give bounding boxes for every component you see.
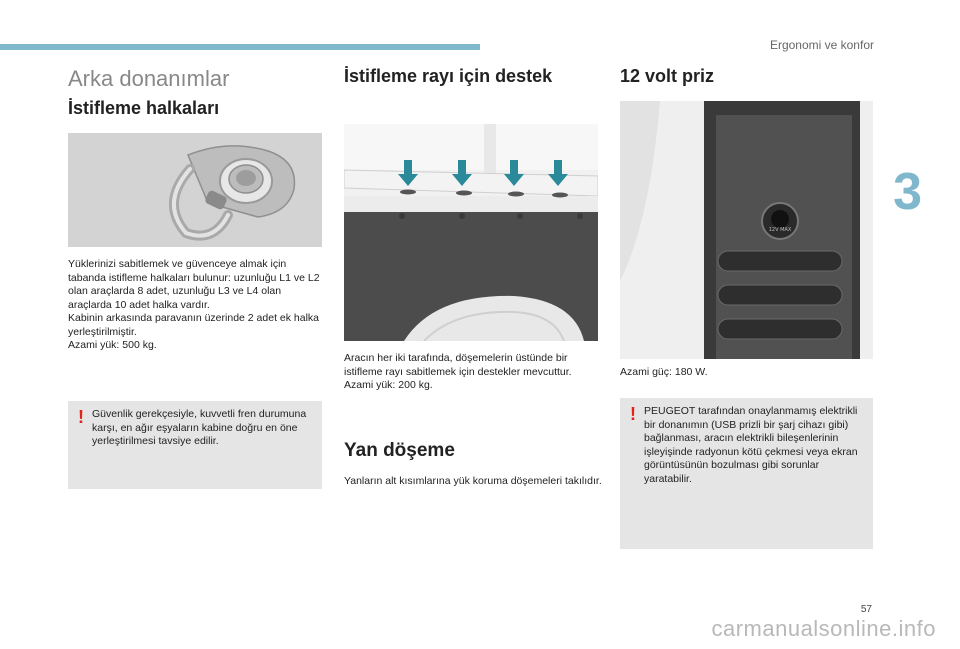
header-accent-bar xyxy=(0,44,480,50)
12v-socket-illustration xyxy=(620,101,873,359)
rail-support-text xyxy=(344,352,602,393)
heading-rail-support: İstifleme rayı için destek xyxy=(344,66,553,86)
watermark: carmanualsonline.info xyxy=(711,616,936,641)
warning-box xyxy=(68,401,322,489)
storage-ring-illustration xyxy=(68,133,322,247)
storage-ring-image xyxy=(68,133,322,247)
heading-storage-rings: İstifleme halkaları xyxy=(68,98,220,118)
socket-power-text: Azami güç: 180 W. xyxy=(620,366,708,378)
12v-socket-image xyxy=(620,101,873,359)
warning-text: PEUGEOT tarafından onaylanmamış elektrikli bir donanımın (USB prizli bir şarj cihazı gibi) bağlanması, aracın elektrikli bileşenlerinin işleyişinde radyonun kötü çekmesi veya ekran görüntüsünün bozulması gibi sorunlar yaratabilir. xyxy=(644,405,858,485)
heading-12v-socket: 12 volt priz xyxy=(620,66,715,86)
rail-support-image xyxy=(344,124,598,341)
warning-box xyxy=(620,398,873,549)
heading-side-panel: Yan döşeme xyxy=(344,440,455,461)
chapter-number: 3 xyxy=(893,163,922,221)
warning-icon: ! xyxy=(630,404,636,424)
paragraph: Aracın her iki tarafında, döşemelerin üstünde bir istifleme rayı sabitlemek için destekler mevcuttur. xyxy=(344,352,572,378)
section-title: Arka donanımlar xyxy=(68,66,230,91)
rail-support-illustration xyxy=(344,124,598,341)
paragraph: Yüklerinizi sabitlemek ve güvenceye almak için tabanda istifleme halkaları bulunur: uzunluğu L1 ve L2 olan araçlarda 8 adet, uzunluğu L3 ve L4 olan araçlarda 10 adet halka vardır. xyxy=(68,258,320,311)
page-number: 57 xyxy=(860,604,872,615)
chapter-title: Ergonomi ve konfor xyxy=(769,38,874,52)
paragraph: Azami yük: 500 kg. xyxy=(68,339,157,351)
paragraph: Kabinin arkasında paravanın üzerinde 2 adet ek halka yerleştirilmiştir. xyxy=(68,312,320,338)
warning-icon: ! xyxy=(78,407,84,427)
paragraph: Azami yük: 200 kg. xyxy=(344,379,433,391)
storage-rings-text xyxy=(68,258,326,353)
socket-label: 12V MAX xyxy=(768,227,792,233)
warning-text: Güvenlik gerekçesiyle, kuvvetli fren durumuna karşı, en ağır eşyaların kabine doğru en öne yerleştirilmesi tavsiye edilir. xyxy=(92,408,307,447)
side-panel-text: Yanların alt kısımlarına yük koruma döşemeleri takılıdır. xyxy=(344,475,602,487)
